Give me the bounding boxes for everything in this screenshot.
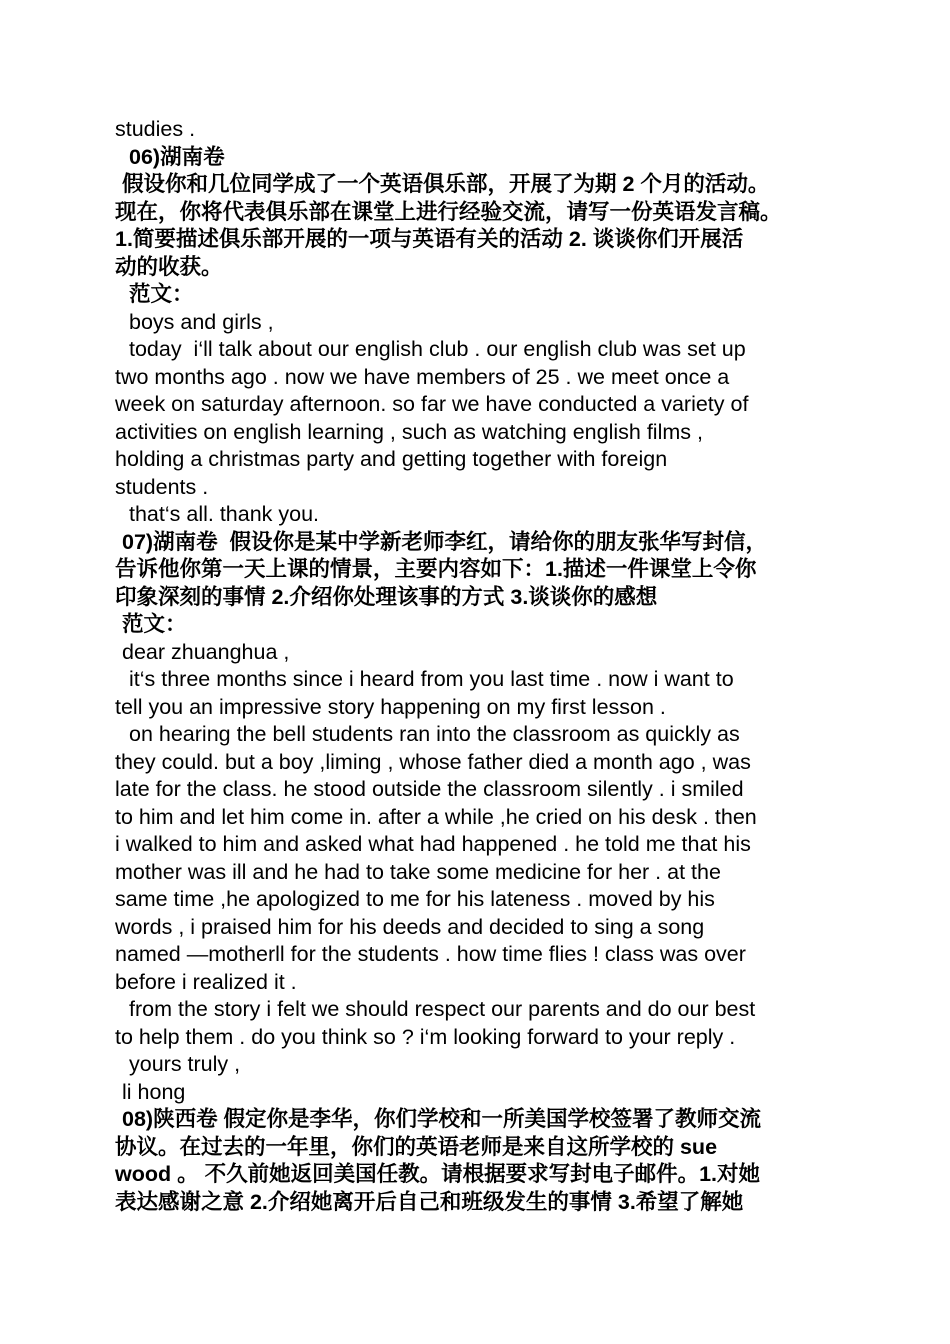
text-line: same time ,he apologized to me for his lateness . moved by his [115, 887, 715, 911]
text-line: activities on english learning , such as watching english films , [115, 419, 703, 444]
text-line: to help them . do you think so ? i‘m looking forward to your reply . [115, 1024, 736, 1049]
text-line: dear zhuanghua , [122, 639, 290, 664]
text-line: week on saturday afternoon. so far we have conducted a variety of [115, 392, 749, 416]
text-line: 范文： [122, 612, 187, 636]
text-line: yours truly , [129, 1052, 241, 1076]
text-line: late for the class. he stood outside the classroom silently . i smiled [115, 777, 744, 801]
text-line: before i realized it . [115, 969, 297, 994]
text-line: i walked to him and asked what had happened . he told me that his [115, 832, 751, 856]
text-line: 表达感谢之意 2.介绍她离开后自己和班级发生的事情 3.希望了解她 [115, 1189, 744, 1214]
text-line: 07)湖南卷 假设你是某中学新老师李红，请给你的朋友张华写封信， [122, 529, 768, 554]
text-line: boys and girls , [129, 309, 274, 334]
text-line: it‘s three months since i heard from you last time . now i want to [129, 667, 734, 691]
text-line: 08)陕西卷 假定你是李华，你们学校和一所美国学校签署了教师交流 [122, 1107, 762, 1131]
text-line: li hong [122, 1079, 186, 1104]
text-line: 假设你和几位同学成了一个英语俱乐部，开展了为期 2 个月的活动。 [122, 172, 770, 196]
text-line: wood 。 不久前她返回美国任教。请根据要求写封电子邮件。1.对她 [115, 1162, 761, 1186]
text-line: today i‘ll talk about our english club . our english club was set up [129, 337, 746, 361]
text-line: to him and let him come in. after a while ,he cried on his desk . then [115, 804, 757, 829]
text-line: tell you an impressive story happening on my first lesson . [115, 694, 666, 719]
text-line: they could. but a boy ,liming , whose father died a month ago , was [115, 749, 751, 774]
text-line: 协议。在过去的一年里，你们的英语老师是来自这所学校的 sue [115, 1134, 718, 1159]
text-line: words , i praised him for his deeds and decided to sing a song [115, 914, 705, 939]
document-page [115, 116, 840, 1216]
text-line: holding a christmas party and getting together with foreign [115, 447, 668, 471]
text-line: 06)湖南卷 [129, 144, 225, 169]
text-line: on hearing the bell students ran into the classroom as quickly as [129, 722, 740, 746]
text-line: students . [115, 474, 209, 499]
text-line: 印象深刻的事情 2.介绍你处理该事的方式 3.谈谈你的感想 [115, 584, 658, 609]
text-line: mother was ill and he had to take some medicine for her . at the [115, 859, 721, 884]
text-line: 现在，你将代表俱乐部在课堂上进行经验交流，请写一份英语发言稿。 [115, 199, 782, 224]
text-line: named —motherll for the students . how time flies ! class was over [115, 942, 746, 966]
text-line: 1.简要描述俱乐部开展的一项与英语有关的活动 2. 谈谈你们开展活 [115, 227, 744, 251]
text-line: 动的收获。 [115, 254, 223, 279]
text-line: 告诉他你第一天上课的情景，主要内容如下：1.描述一件课堂上令你 [115, 557, 757, 581]
text-line: two months ago . now we have members of 25 . we meet once a [115, 364, 730, 389]
text-line: from the story i felt we should respect our parents and do our best [129, 997, 756, 1021]
text-line: studies . [115, 117, 196, 141]
text-line: 范文： [129, 282, 194, 306]
text-line: that‘s all. thank you. [129, 502, 320, 526]
